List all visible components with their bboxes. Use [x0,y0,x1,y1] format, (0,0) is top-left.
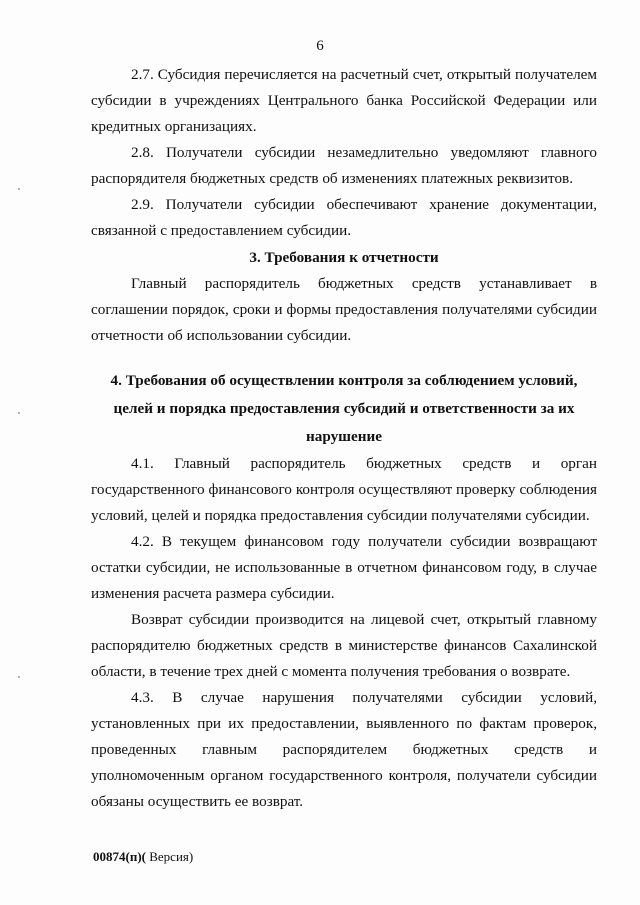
paragraph-4-1: 4.1. Главный распорядитель бюджетных средств и орган государственного финансового контроля осуществляют проверку соблюдения условий, целей и порядка предоставления субсидии получателями субсидии. [91,455,597,524]
document-footer-code [93,849,193,865]
paragraph-4-3: 4.3. В случае нарушения получателями субсидии условий, установленных при их предоставлении, выявленного по фактам проверок, проведенных главным распорядителем бюджетных средств и уполномоченным органом государственного контроля, получатели субсидии обязаны осуществить ее возврат. [91,689,597,810]
scan-speck [18,188,20,190]
paragraph-2-8: 2.8. Получатели субсидии незамедлительно уведомляют главного распорядителя бюджетных средств об изменениях платежных реквизитов. [91,144,597,187]
section-3-heading: 3. Требования к отчетности [249,249,439,266]
footer-version: Версия) [145,849,194,864]
document-body [91,62,597,815]
page-number: 6 [316,38,324,54]
scan-speck [18,676,20,678]
footer-code: 00874(п)( [93,849,146,864]
scan-speck [18,412,20,414]
paragraph-2-9: 2.9. Получатели субсидии обеспечивают хранение документации, связанной с предоставлением субсидии. [91,196,597,239]
paragraph-2-7: 2.7. Субсидия перечисляется на расчетный счет, открытый получателем субсидии в учреждениях Центрального банка Российской Федерации или кредитных организациях. [91,66,597,135]
section-3-text: Главный распорядитель бюджетных средств устанавливает в соглашении порядок, сроки и формы предоставления получателями субсидии отчетности об использовании субсидии. [91,275,597,344]
section-spacer [91,349,597,367]
paragraph-4-2: 4.2. В текущем финансовом году получатели субсидии возвращают остатки субсидии, не использованные в отчетном финансовом году, в случае изменения расчета размера субсидии. [91,533,597,602]
paragraph-4-2-return: Возврат субсидии производится на лицевой счет, открытый главному распорядителю бюджетных средств в министерстве финансов Сахалинской области, в течение трех дней с момента получения требования о возврате. [91,611,597,680]
section-4-heading: 4. Требования об осуществлении контроля за соблюдением условий, целей и порядка предоставления субсидий и ответственности за их нарушение [110,372,578,445]
